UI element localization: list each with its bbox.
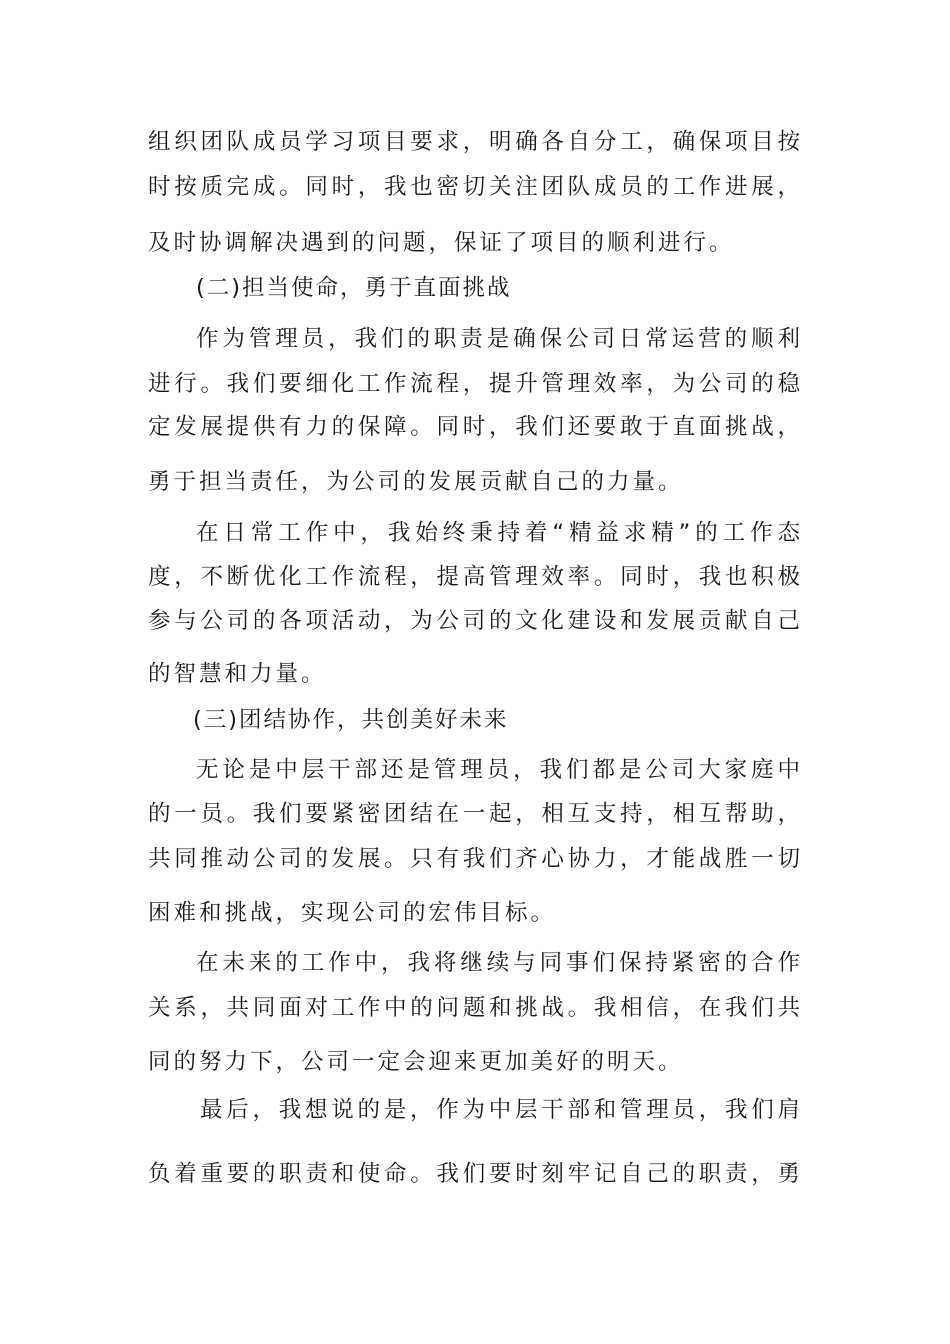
paragraph-line: 进行。我们要细化工作流程，提升管理效率，为公司的稳 <box>148 371 800 397</box>
section-heading-2: (二)担当使命，勇于直面挑战 <box>196 275 512 301</box>
paragraph-line: 关系，共同面对工作中的问题和挑战。我相信，在我们共 <box>148 995 800 1021</box>
paragraph-line: 最后，我想说的是，作为中层干部和管理员，我们肩 <box>200 1097 800 1123</box>
paragraph-line: 组织团队成员学习项目要求，明确各自分工，确保项目按 <box>148 129 800 155</box>
paragraph-line: 定发展提供有力的保障。同时，我们还要敢于直面挑战， <box>148 414 800 440</box>
paragraph-line: 无论是中层干部还是管理员，我们都是公司大家庭中 <box>196 757 800 783</box>
paragraph-line: 在未来的工作中，我将继续与同事们保持紧密的合作 <box>196 950 800 976</box>
paragraph-line: 共同推动公司的发展。只有我们齐心协力，才能战胜一切 <box>148 846 800 872</box>
paragraph-line: 时按质完成。同时，我也密切关注团队成员的工作进展， <box>148 174 800 200</box>
paragraph-line: 勇于担当责任，为公司的发展贡献自己的力量。 <box>148 469 684 495</box>
section-heading-3: (三)团结协作，共创美好未来 <box>193 707 509 733</box>
paragraph-line: 及时协调解决遇到的问题，保证了项目的顺利进行。 <box>148 230 735 256</box>
paragraph-line: 度，不断优化工作流程，提高管理效率。同时，我也积极 <box>148 564 800 590</box>
paragraph-line: 同的努力下，公司一定会迎来更加美好的明天。 <box>148 1049 684 1075</box>
paragraph-line: 在日常工作中，我始终秉持着“精益求精”的工作态 <box>196 520 800 546</box>
paragraph-line: 的智慧和力量。 <box>148 661 327 687</box>
paragraph-line: 困难和挑战，实现公司的宏伟目标。 <box>148 900 557 926</box>
paragraph-line: 负着重要的职责和使命。我们要时刻牢记自己的职责，勇 <box>148 1161 800 1187</box>
paragraph-line: 参与公司的各项活动，为公司的文化建设和发展贡献自己 <box>148 608 800 634</box>
paragraph-line: 作为管理员，我们的职责是确保公司日常运营的顺利 <box>196 326 800 352</box>
paragraph-line: 的一员。我们要紧密团结在一起，相互支持，相互帮助， <box>148 801 800 827</box>
